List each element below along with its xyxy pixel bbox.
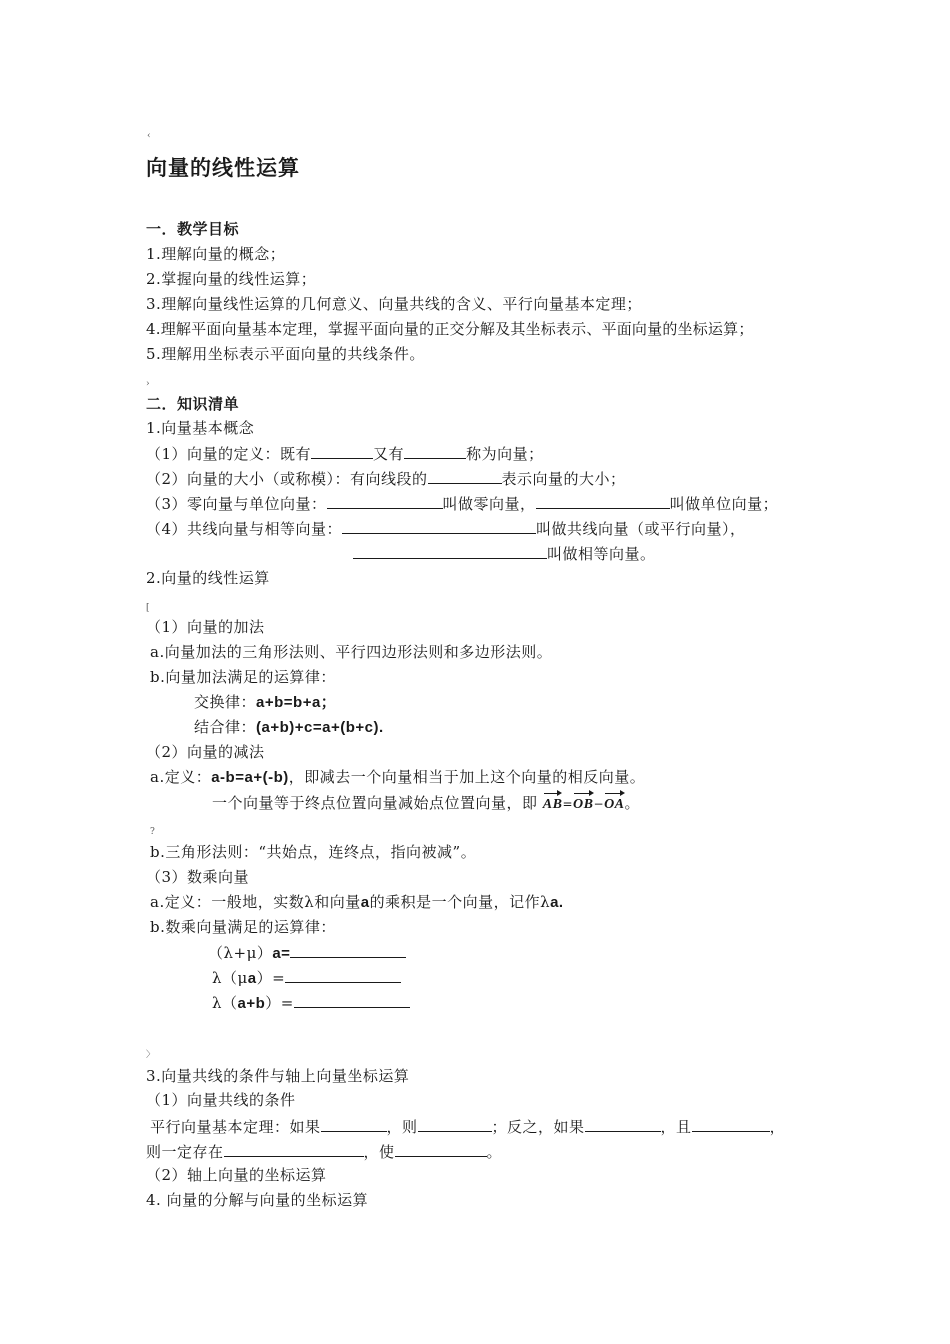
collinear-text-2: 叫做共线向量（或平行向量）， <box>536 520 746 538</box>
addition-rule-b: b.向量加法满足的运算律： <box>150 668 336 686</box>
scalar-mult-title: （3）数乘向量 <box>146 868 250 886</box>
stray-mark-4: ? <box>150 827 155 837</box>
blank-field[interactable] <box>428 468 502 484</box>
existence-line <box>146 1141 502 1162</box>
parallel-text-1: 平行向量基本定理：如果 <box>150 1118 321 1136</box>
zero-unit-text-1: （3）零向量与单位向量： <box>146 495 327 513</box>
existence-text-2: ，使 <box>363 1143 395 1161</box>
objective-item-2: 2.掌握向量的线性运算； <box>146 270 317 288</box>
scalar-law-1 <box>208 942 406 964</box>
parallel-text-5: ， <box>769 1118 786 1136</box>
existence-text-1: 则一定存在 <box>146 1143 224 1161</box>
commutative-label: 交换律： <box>194 693 257 711</box>
addition-rule-a: a.向量加法的三角形法则、平行四边形法则和多边形法则。 <box>150 643 553 661</box>
parallel-text-2: ，则 <box>386 1118 418 1136</box>
scalar-law-2-text: λ（μ <box>212 969 248 987</box>
triangle-rule: b.三角形法则：“共始点，连终点，指向被减”。 <box>150 843 477 861</box>
collinear-line <box>146 518 746 539</box>
scalar-law-3-text: λ（ <box>212 994 238 1012</box>
stray-mark-5: 〉 <box>146 1050 156 1060</box>
blank-field[interactable] <box>692 1116 770 1132</box>
subsection-linear-ops: 2.向量的线性运算 <box>146 569 270 587</box>
associative-formula: (a+b)+c=a+(b+c). <box>256 719 384 736</box>
subtraction-title: （2）向量的减法 <box>146 743 265 761</box>
scalar-law-1-formula: a= <box>272 945 291 962</box>
scalar-def-rest: 的乘积是一个向量，记作λ <box>369 893 551 911</box>
commutative-formula: a+b=b+a； <box>256 694 337 711</box>
section-heading-knowledge: 二．知识清单 <box>146 395 240 413</box>
commutative-law <box>194 692 336 713</box>
blank-field[interactable] <box>294 992 410 1008</box>
scalar-mult-definition <box>150 892 564 913</box>
subsection-collinear-axis: 3.向量共线的条件与轴上向量坐标运算 <box>146 1067 410 1085</box>
definition-text-1: （1）向量的定义：既有 <box>146 445 312 463</box>
scalar-law-2-end: ）= <box>256 969 286 987</box>
equal-vector-text: 叫做相等向量。 <box>547 545 656 563</box>
magnitude-text-2: 表示向量的大小； <box>501 470 626 488</box>
scalar-law-2 <box>212 967 401 989</box>
position-vector-text: 一个向量等于终点位置向量减始点位置向量，即 <box>212 794 538 812</box>
scalar-law-3-end: ）= <box>265 994 294 1012</box>
objective-item-5: 5.理解用坐标表示平面向量的共线条件。 <box>146 345 425 363</box>
blank-field[interactable] <box>290 942 406 958</box>
definition-text-3: 称为向量； <box>466 445 544 463</box>
scalar-law-2-vector: a <box>247 970 257 987</box>
blank-field[interactable] <box>536 493 670 509</box>
existence-text-3: 。 <box>486 1143 503 1161</box>
associative-label: 结合律： <box>194 718 257 736</box>
vector-ab: AB <box>543 792 563 815</box>
minus-sign: − <box>593 797 605 811</box>
objective-item-1: 1.理解向量的概念； <box>146 245 286 263</box>
blank-field[interactable] <box>395 1141 487 1157</box>
axis-vector-title: （2）轴上向量的坐标运算 <box>146 1166 327 1184</box>
subsection-basic-concepts: 1.向量基本概念 <box>146 419 255 437</box>
subsection-decomposition: 4. 向量的分解与向量的坐标运算 <box>146 1191 369 1209</box>
objective-item-3: 3.理解向量线性运算的几何意义、向量共线的含义、平行向量基本定理； <box>146 295 642 313</box>
equal-vector-line <box>353 543 656 564</box>
zero-unit-text-2: 叫做零向量， <box>442 495 536 513</box>
scalar-law-3 <box>212 992 410 1014</box>
definition-line <box>146 443 544 464</box>
zero-unit-line <box>146 493 778 514</box>
definition-text-2: 又有 <box>373 445 405 463</box>
subtraction-definition <box>150 767 645 788</box>
blank-field[interactable] <box>404 443 466 459</box>
subtraction-formula: a-b=a+(-b) <box>211 769 289 786</box>
objective-item-4: 4.理解平面向量基本定理，掌握平面向量的正交分解及其坐标表示、平面向量的坐标运算； <box>146 320 754 338</box>
parallel-text-3: ；反之，如果 <box>491 1118 585 1136</box>
collinear-text-1: （4）共线向量与相等向量： <box>146 520 343 538</box>
blank-field[interactable] <box>321 1116 387 1132</box>
blank-field[interactable] <box>224 1141 364 1157</box>
collinear-condition-title: （1）向量共线的条件 <box>146 1091 296 1109</box>
scalar-def-vector: a <box>360 894 370 911</box>
subtraction-label: a.定义： <box>150 768 212 786</box>
scalar-law-3-formula: a+b <box>237 995 266 1012</box>
blank-field[interactable] <box>342 518 536 534</box>
page-title: 向量的线性运算 <box>146 156 300 180</box>
blank-field[interactable] <box>353 543 547 559</box>
vector-oa: OA <box>604 792 624 815</box>
stray-mark-3: [ <box>146 603 150 613</box>
blank-field[interactable] <box>327 493 443 509</box>
equals-sign: = <box>562 797 574 811</box>
scalar-mult-laws: b.数乘向量满足的运算律： <box>150 918 336 936</box>
subtraction-rest: ，即减去一个向量相当于加上这个向量的相反向量。 <box>288 768 646 786</box>
addition-title: （1）向量的加法 <box>146 618 265 636</box>
associative-law <box>194 717 384 738</box>
zero-unit-text-3: 叫做单位向量； <box>669 495 779 513</box>
vector-ob: OB <box>573 792 593 815</box>
blank-field[interactable] <box>285 967 401 983</box>
scalar-def-text: a.定义：一般地，实数λ和向量 <box>150 893 361 911</box>
parallel-theorem-line <box>150 1116 785 1137</box>
magnitude-text-1: （2）向量的大小（或称模）：有向线段的 <box>146 470 428 488</box>
scalar-law-1-text: （λ+μ） <box>208 944 273 962</box>
blank-field[interactable] <box>311 443 373 459</box>
position-vector-end: 。 <box>624 794 641 812</box>
scalar-def-end: a. <box>550 894 564 911</box>
stray-mark-1: ‹ <box>147 131 151 141</box>
position-vector-line <box>212 792 640 815</box>
stray-mark-2: › <box>146 379 150 389</box>
blank-field[interactable] <box>585 1116 661 1132</box>
section-heading-objectives: 一．教学目标 <box>146 220 240 238</box>
blank-field[interactable] <box>418 1116 492 1132</box>
magnitude-line <box>146 468 626 489</box>
parallel-text-4: ，且 <box>660 1118 692 1136</box>
